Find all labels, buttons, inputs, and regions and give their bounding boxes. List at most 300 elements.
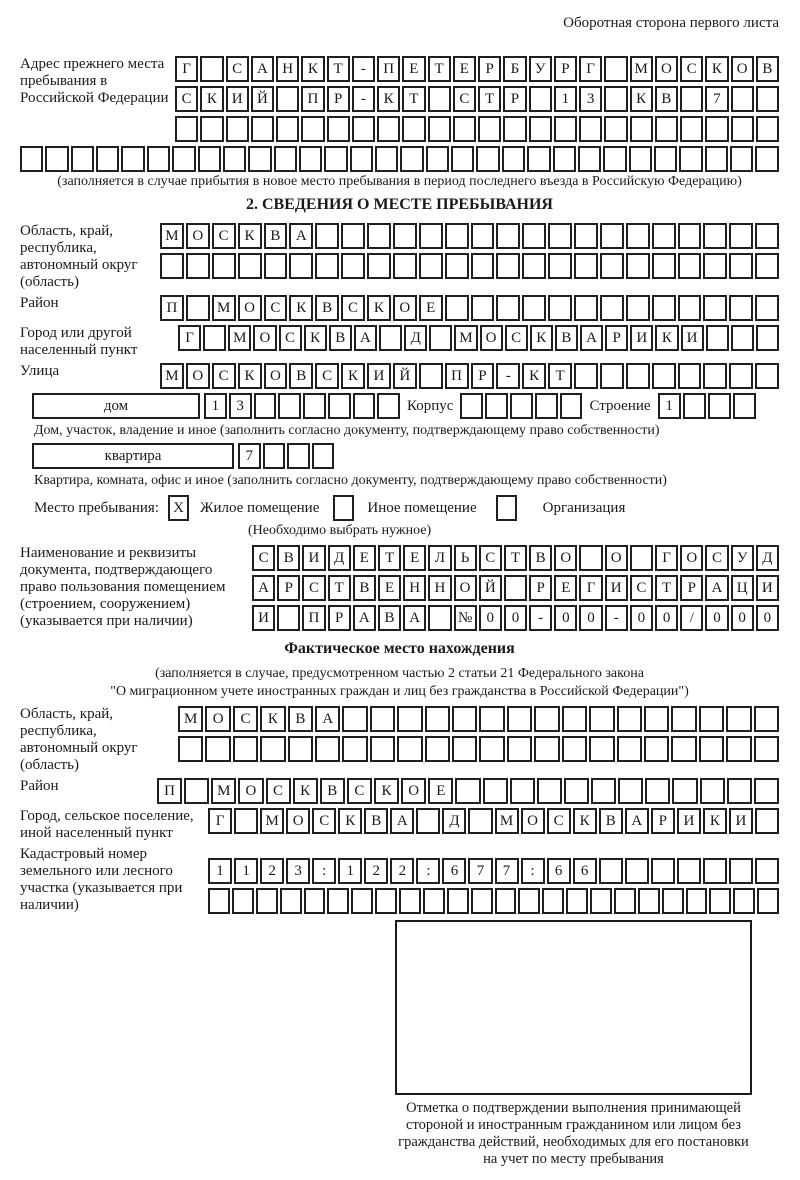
char-box[interactable]: Г xyxy=(178,325,201,351)
char-box[interactable] xyxy=(535,393,558,419)
char-box[interactable] xyxy=(731,86,754,112)
char-box[interactable] xyxy=(483,778,508,804)
char-box[interactable] xyxy=(652,223,676,249)
char-box[interactable]: Д xyxy=(442,808,466,834)
char-box[interactable] xyxy=(186,253,210,279)
char-box[interactable] xyxy=(654,146,677,172)
char-box[interactable] xyxy=(574,223,598,249)
char-box[interactable]: М xyxy=(454,325,477,351)
char-box[interactable]: Р xyxy=(503,86,526,112)
char-box[interactable] xyxy=(604,56,627,82)
char-box[interactable] xyxy=(485,393,508,419)
char-box[interactable] xyxy=(671,736,696,762)
char-box[interactable] xyxy=(755,363,779,389)
char-box[interactable] xyxy=(625,858,649,884)
char-box[interactable] xyxy=(709,888,731,914)
char-box[interactable] xyxy=(629,146,652,172)
char-box[interactable] xyxy=(203,325,226,351)
char-box[interactable]: А xyxy=(705,575,728,601)
char-box[interactable] xyxy=(507,706,532,732)
char-box[interactable] xyxy=(706,325,729,351)
char-box[interactable] xyxy=(496,253,520,279)
char-box[interactable] xyxy=(679,146,702,172)
char-box[interactable] xyxy=(377,393,400,419)
char-box[interactable] xyxy=(425,706,450,732)
char-box[interactable] xyxy=(397,706,422,732)
char-box[interactable] xyxy=(510,393,533,419)
char-box[interactable] xyxy=(315,223,339,249)
char-box[interactable]: П xyxy=(157,778,182,804)
char-box[interactable] xyxy=(186,295,210,321)
char-box[interactable]: 1 xyxy=(554,86,577,112)
char-box[interactable]: С xyxy=(547,808,571,834)
char-box[interactable]: В xyxy=(353,575,376,601)
char-box[interactable] xyxy=(578,146,601,172)
char-box[interactable]: Р xyxy=(554,56,577,82)
char-box[interactable] xyxy=(45,146,68,172)
char-box[interactable] xyxy=(703,253,727,279)
char-box[interactable] xyxy=(754,778,779,804)
char-box[interactable] xyxy=(703,858,727,884)
char-box[interactable]: - xyxy=(496,363,520,389)
char-box[interactable] xyxy=(471,888,493,914)
char-box[interactable] xyxy=(399,888,421,914)
char-box[interactable]: С xyxy=(212,363,236,389)
char-box[interactable] xyxy=(600,363,624,389)
char-box[interactable]: № xyxy=(454,605,477,631)
char-box[interactable]: 7 xyxy=(495,858,519,884)
char-box[interactable]: С xyxy=(266,778,291,804)
char-box[interactable]: Г xyxy=(175,56,198,82)
char-box[interactable] xyxy=(644,706,669,732)
char-box[interactable] xyxy=(447,888,469,914)
char-box[interactable] xyxy=(529,86,552,112)
char-box[interactable] xyxy=(184,778,209,804)
char-box[interactable] xyxy=(614,888,636,914)
char-box[interactable]: - xyxy=(352,56,375,82)
char-box[interactable]: О xyxy=(286,808,310,834)
char-box[interactable]: М xyxy=(211,778,236,804)
char-box[interactable] xyxy=(756,86,779,112)
char-box[interactable]: - xyxy=(605,605,628,631)
char-box[interactable] xyxy=(256,888,278,914)
char-box[interactable] xyxy=(703,363,727,389)
char-box[interactable] xyxy=(589,706,614,732)
char-box[interactable] xyxy=(425,736,450,762)
char-box[interactable] xyxy=(370,736,395,762)
char-box[interactable] xyxy=(678,223,702,249)
char-box[interactable]: Р xyxy=(277,575,300,601)
char-box[interactable] xyxy=(529,116,552,142)
char-box[interactable]: А xyxy=(289,223,313,249)
char-box[interactable]: С xyxy=(705,545,728,571)
char-box[interactable] xyxy=(757,888,779,914)
char-box[interactable]: С xyxy=(312,808,336,834)
char-box[interactable] xyxy=(729,858,753,884)
char-box[interactable] xyxy=(428,116,451,142)
char-box[interactable] xyxy=(729,363,753,389)
char-box[interactable]: Е xyxy=(353,545,376,571)
char-box[interactable] xyxy=(20,146,43,172)
char-box[interactable] xyxy=(468,808,492,834)
char-box[interactable] xyxy=(755,808,779,834)
char-box[interactable] xyxy=(591,778,616,804)
char-box[interactable]: 0 xyxy=(630,605,653,631)
char-box[interactable] xyxy=(542,888,564,914)
char-box[interactable] xyxy=(160,253,184,279)
char-box[interactable]: В xyxy=(264,223,288,249)
char-box[interactable]: О xyxy=(655,56,678,82)
char-box[interactable]: 0 xyxy=(554,605,577,631)
apartment-type-box[interactable]: квартира xyxy=(32,443,234,469)
char-box[interactable] xyxy=(574,363,598,389)
char-box[interactable] xyxy=(315,736,340,762)
char-box[interactable]: С xyxy=(233,706,258,732)
char-box[interactable] xyxy=(566,888,588,914)
char-box[interactable] xyxy=(626,295,650,321)
char-box[interactable]: П xyxy=(445,363,469,389)
char-box[interactable]: К xyxy=(530,325,553,351)
char-box[interactable]: С xyxy=(226,56,249,82)
char-box[interactable]: А xyxy=(315,706,340,732)
char-box[interactable] xyxy=(276,116,299,142)
char-box[interactable]: М xyxy=(495,808,519,834)
char-box[interactable] xyxy=(703,295,727,321)
char-box[interactable]: Т xyxy=(655,575,678,601)
char-box[interactable]: 1 xyxy=(204,393,227,419)
char-box[interactable] xyxy=(652,295,676,321)
char-box[interactable]: У xyxy=(731,545,754,571)
char-box[interactable] xyxy=(754,706,779,732)
char-box[interactable]: С xyxy=(505,325,528,351)
char-box[interactable] xyxy=(680,116,703,142)
char-box[interactable] xyxy=(471,253,495,279)
char-box[interactable] xyxy=(603,146,626,172)
char-box[interactable] xyxy=(638,888,660,914)
char-box[interactable]: Л xyxy=(428,545,451,571)
char-box[interactable] xyxy=(733,393,756,419)
char-box[interactable]: П xyxy=(302,605,325,631)
char-box[interactable]: Д xyxy=(756,545,779,571)
char-box[interactable] xyxy=(147,146,170,172)
char-box[interactable]: В xyxy=(756,56,779,82)
char-box[interactable]: К xyxy=(705,56,728,82)
char-box[interactable]: В xyxy=(288,706,313,732)
char-box[interactable] xyxy=(733,888,755,914)
char-box[interactable] xyxy=(671,706,696,732)
char-box[interactable]: Е xyxy=(378,575,401,601)
char-box[interactable] xyxy=(503,116,526,142)
char-box[interactable] xyxy=(200,56,223,82)
char-box[interactable] xyxy=(198,146,221,172)
char-box[interactable]: У xyxy=(529,56,552,82)
char-box[interactable]: Г xyxy=(208,808,232,834)
char-box[interactable]: Н xyxy=(276,56,299,82)
char-box[interactable] xyxy=(423,888,445,914)
checkbox-residential[interactable]: X xyxy=(168,495,189,521)
char-box[interactable] xyxy=(455,778,480,804)
char-box[interactable] xyxy=(301,116,324,142)
char-box[interactable] xyxy=(574,253,598,279)
char-box[interactable] xyxy=(351,888,373,914)
char-box[interactable] xyxy=(699,706,724,732)
char-box[interactable]: Е xyxy=(419,295,443,321)
char-box[interactable] xyxy=(479,706,504,732)
char-box[interactable] xyxy=(729,223,753,249)
char-box[interactable] xyxy=(419,363,443,389)
char-box[interactable]: М xyxy=(228,325,251,351)
char-box[interactable] xyxy=(645,778,670,804)
char-box[interactable]: О xyxy=(521,808,545,834)
char-box[interactable]: С xyxy=(279,325,302,351)
char-box[interactable]: Е xyxy=(453,56,476,82)
char-box[interactable]: С xyxy=(347,778,372,804)
char-box[interactable] xyxy=(324,146,347,172)
char-box[interactable] xyxy=(393,253,417,279)
char-box[interactable]: К xyxy=(522,363,546,389)
char-box[interactable]: О xyxy=(186,223,210,249)
char-box[interactable] xyxy=(400,146,423,172)
char-box[interactable] xyxy=(626,363,650,389)
char-box[interactable] xyxy=(579,545,602,571)
char-box[interactable] xyxy=(402,116,425,142)
char-box[interactable]: А xyxy=(251,56,274,82)
char-box[interactable]: 7 xyxy=(705,86,728,112)
char-box[interactable] xyxy=(342,736,367,762)
char-box[interactable]: К xyxy=(260,706,285,732)
char-box[interactable]: И xyxy=(302,545,325,571)
char-box[interactable] xyxy=(429,325,452,351)
char-box[interactable]: Й xyxy=(251,86,274,112)
char-box[interactable]: С xyxy=(341,295,365,321)
char-box[interactable]: О xyxy=(186,363,210,389)
char-box[interactable]: В xyxy=(599,808,623,834)
char-box[interactable] xyxy=(600,253,624,279)
char-box[interactable]: 1 xyxy=(338,858,362,884)
char-box[interactable]: М xyxy=(178,706,203,732)
char-box[interactable]: Р xyxy=(529,575,552,601)
char-box[interactable] xyxy=(350,146,373,172)
char-box[interactable]: Г xyxy=(579,575,602,601)
char-box[interactable] xyxy=(496,223,520,249)
char-box[interactable] xyxy=(287,443,310,469)
char-box[interactable] xyxy=(604,86,627,112)
char-box[interactable]: И xyxy=(252,605,275,631)
char-box[interactable] xyxy=(416,808,440,834)
char-box[interactable] xyxy=(234,808,258,834)
char-box[interactable]: Р xyxy=(328,605,351,631)
char-box[interactable]: В xyxy=(329,325,352,351)
char-box[interactable] xyxy=(342,706,367,732)
char-box[interactable]: К xyxy=(367,295,391,321)
char-box[interactable]: 1 xyxy=(208,858,232,884)
char-box[interactable] xyxy=(522,295,546,321)
char-box[interactable] xyxy=(200,116,223,142)
char-box[interactable]: К xyxy=(301,56,324,82)
char-box[interactable]: Б xyxy=(503,56,526,82)
char-box[interactable] xyxy=(726,706,751,732)
char-box[interactable] xyxy=(341,223,365,249)
char-box[interactable] xyxy=(626,223,650,249)
char-box[interactable]: А xyxy=(252,575,275,601)
char-box[interactable] xyxy=(379,325,402,351)
char-box[interactable]: 7 xyxy=(468,858,492,884)
char-box[interactable] xyxy=(672,778,697,804)
char-box[interactable]: Д xyxy=(328,545,351,571)
char-box[interactable] xyxy=(178,736,203,762)
char-box[interactable] xyxy=(560,393,583,419)
char-box[interactable]: Е xyxy=(403,545,426,571)
char-box[interactable]: А xyxy=(403,605,426,631)
char-box[interactable]: Й xyxy=(393,363,417,389)
char-box[interactable] xyxy=(727,778,752,804)
char-box[interactable] xyxy=(280,888,302,914)
char-box[interactable]: В xyxy=(277,545,300,571)
char-box[interactable]: О xyxy=(731,56,754,82)
char-box[interactable] xyxy=(600,223,624,249)
char-box[interactable]: М xyxy=(630,56,653,82)
char-box[interactable]: М xyxy=(160,223,184,249)
char-box[interactable]: Н xyxy=(428,575,451,601)
char-box[interactable] xyxy=(677,858,701,884)
char-box[interactable] xyxy=(574,295,598,321)
char-box[interactable]: 6 xyxy=(442,858,466,884)
char-box[interactable] xyxy=(522,253,546,279)
char-box[interactable] xyxy=(537,778,562,804)
char-box[interactable]: 0 xyxy=(731,605,754,631)
char-box[interactable] xyxy=(451,146,474,172)
house-type-box[interactable]: дом xyxy=(32,393,200,419)
char-box[interactable] xyxy=(428,86,451,112)
char-box[interactable]: И xyxy=(677,808,701,834)
char-box[interactable]: С xyxy=(630,575,653,601)
char-box[interactable]: Е xyxy=(428,778,453,804)
char-box[interactable]: 2 xyxy=(364,858,388,884)
char-box[interactable] xyxy=(419,253,443,279)
char-box[interactable] xyxy=(445,295,469,321)
char-box[interactable]: И xyxy=(729,808,753,834)
char-box[interactable] xyxy=(630,116,653,142)
char-box[interactable] xyxy=(755,858,779,884)
char-box[interactable]: В xyxy=(378,605,401,631)
char-box[interactable] xyxy=(731,325,754,351)
char-box[interactable] xyxy=(564,778,589,804)
char-box[interactable] xyxy=(303,393,326,419)
char-box[interactable] xyxy=(617,736,642,762)
checkbox-organization[interactable] xyxy=(496,495,517,521)
char-box[interactable] xyxy=(460,393,483,419)
char-box[interactable]: М xyxy=(212,295,236,321)
char-box[interactable] xyxy=(426,146,449,172)
char-box[interactable] xyxy=(755,295,779,321)
char-box[interactable] xyxy=(312,443,335,469)
char-box[interactable]: С xyxy=(252,545,275,571)
char-box[interactable]: Г xyxy=(655,545,678,571)
char-box[interactable] xyxy=(428,605,451,631)
char-box[interactable] xyxy=(644,736,669,762)
char-box[interactable] xyxy=(756,116,779,142)
char-box[interactable] xyxy=(288,736,313,762)
char-box[interactable] xyxy=(175,116,198,142)
char-box[interactable]: : xyxy=(521,858,545,884)
char-box[interactable]: 0 xyxy=(479,605,502,631)
char-box[interactable] xyxy=(238,253,262,279)
char-box[interactable]: Т xyxy=(378,545,401,571)
char-box[interactable]: Е xyxy=(554,575,577,601)
char-box[interactable]: О xyxy=(238,295,262,321)
char-box[interactable] xyxy=(626,253,650,279)
char-box[interactable]: - xyxy=(352,86,375,112)
char-box[interactable]: В xyxy=(655,86,678,112)
char-box[interactable] xyxy=(699,736,724,762)
char-box[interactable]: И xyxy=(605,575,628,601)
char-box[interactable]: К xyxy=(338,808,362,834)
char-box[interactable] xyxy=(353,393,376,419)
char-box[interactable] xyxy=(479,736,504,762)
char-box[interactable] xyxy=(678,253,702,279)
char-box[interactable] xyxy=(377,116,400,142)
char-box[interactable] xyxy=(397,736,422,762)
char-box[interactable]: К xyxy=(293,778,318,804)
char-box[interactable]: Т xyxy=(478,86,501,112)
char-box[interactable] xyxy=(730,146,753,172)
char-box[interactable]: С xyxy=(315,363,339,389)
char-box[interactable]: М xyxy=(260,808,284,834)
char-box[interactable]: Р xyxy=(327,86,350,112)
char-box[interactable] xyxy=(445,253,469,279)
char-box[interactable]: К xyxy=(703,808,727,834)
char-box[interactable] xyxy=(205,736,230,762)
char-box[interactable]: О xyxy=(605,545,628,571)
char-box[interactable]: П xyxy=(160,295,184,321)
char-box[interactable]: 2 xyxy=(390,858,414,884)
char-box[interactable] xyxy=(755,253,779,279)
char-box[interactable]: Т xyxy=(328,575,351,601)
char-box[interactable] xyxy=(121,146,144,172)
char-box[interactable] xyxy=(277,605,300,631)
char-box[interactable] xyxy=(630,545,653,571)
char-box[interactable]: К xyxy=(341,363,365,389)
char-box[interactable] xyxy=(618,778,643,804)
char-box[interactable] xyxy=(327,888,349,914)
char-box[interactable] xyxy=(452,736,477,762)
char-box[interactable]: Т xyxy=(327,56,350,82)
char-box[interactable] xyxy=(705,116,728,142)
char-box[interactable] xyxy=(510,778,535,804)
char-box[interactable] xyxy=(726,736,751,762)
char-box[interactable]: Р xyxy=(651,808,675,834)
char-box[interactable] xyxy=(754,736,779,762)
char-box[interactable] xyxy=(548,253,572,279)
char-box[interactable]: В xyxy=(529,545,552,571)
char-box[interactable] xyxy=(375,888,397,914)
char-box[interactable] xyxy=(289,253,313,279)
char-box[interactable]: / xyxy=(680,605,703,631)
char-box[interactable] xyxy=(212,253,236,279)
char-box[interactable]: Д xyxy=(404,325,427,351)
char-box[interactable] xyxy=(208,888,230,914)
char-box[interactable]: 1 xyxy=(234,858,258,884)
char-box[interactable]: П xyxy=(301,86,324,112)
char-box[interactable]: О xyxy=(393,295,417,321)
char-box[interactable]: К xyxy=(630,86,653,112)
char-box[interactable] xyxy=(651,858,675,884)
char-box[interactable]: С xyxy=(479,545,502,571)
char-box[interactable]: И xyxy=(756,575,779,601)
char-box[interactable]: В xyxy=(364,808,388,834)
char-box[interactable] xyxy=(248,146,271,172)
char-box[interactable] xyxy=(553,146,576,172)
